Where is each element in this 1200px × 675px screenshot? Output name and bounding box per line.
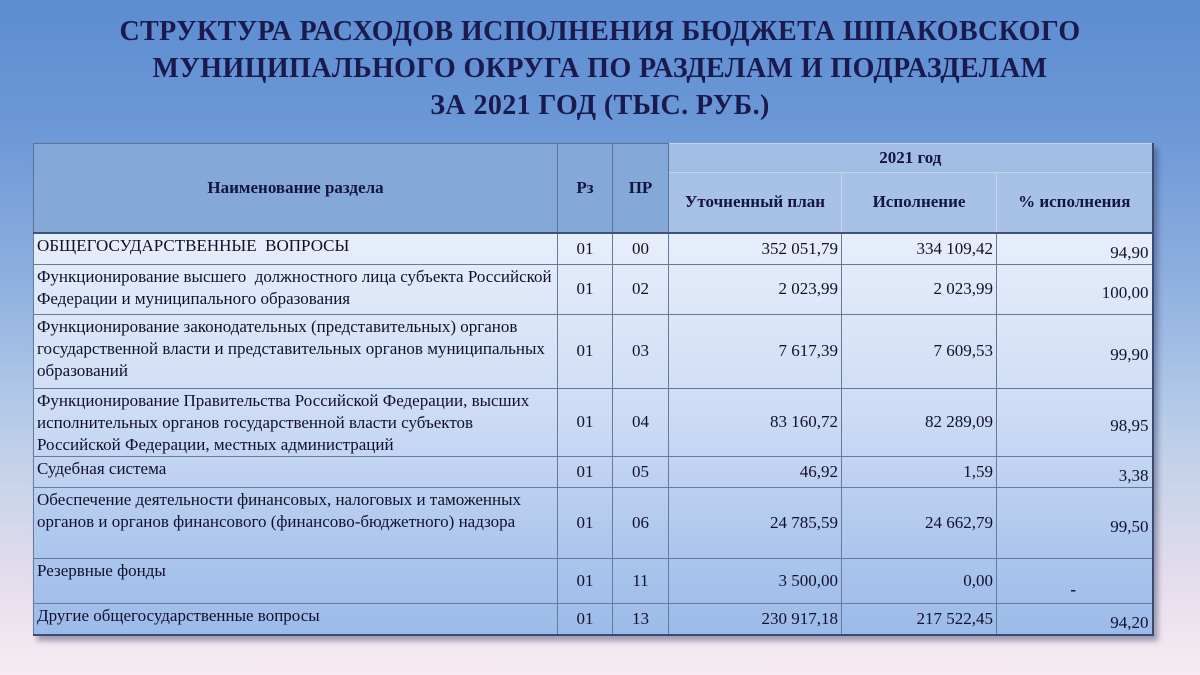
pr-cell: 11 [613, 558, 669, 603]
budget-table [33, 143, 1154, 636]
section-name-cell: ОБЩЕГОСУДАРСТВЕННЫЕ ВОПРОСЫ [34, 233, 558, 265]
section-name-cell: Функционирование Правительства Российской Федерации, высших исполнительных органов государственной власти субъектов Российской Федерации, местных администраций [34, 388, 558, 456]
execution-cell: 2 023,99 [842, 264, 997, 314]
section-name-cell: Судебная система [34, 456, 558, 487]
execution-cell: 24 662,79 [842, 487, 997, 558]
section-name-cell: Резервные фонды [34, 558, 558, 603]
percent-cell: 99,50 [997, 487, 1153, 558]
rz-cell: 01 [558, 487, 613, 558]
plan-cell: 46,92 [669, 456, 842, 487]
table-row [34, 388, 1153, 456]
percent-cell: 100,00 [997, 264, 1153, 314]
rz-cell: 01 [558, 456, 613, 487]
execution-cell: 82 289,09 [842, 388, 997, 456]
pr-cell: 00 [613, 233, 669, 265]
table-header-row-top [34, 144, 1153, 173]
table-row [34, 558, 1153, 603]
section-name-cell: Обеспечение деятельности финансовых, налоговых и таможенных органов и органов финансового (финансово-бюджетного) надзора [34, 487, 558, 558]
table-row [34, 487, 1153, 558]
execution-cell: 7 609,53 [842, 314, 997, 388]
percent-cell: 98,95 [997, 388, 1153, 456]
plan-cell: 352 051,79 [669, 233, 842, 265]
pr-cell: 03 [613, 314, 669, 388]
page-title-line-2: МУНИЦИПАЛЬНОГО ОКРУГА ПО РАЗДЕЛАМ И ПОДРАЗДЕЛАМ [152, 53, 1048, 84]
table-row [34, 264, 1153, 314]
pr-cell: 06 [613, 487, 669, 558]
percent-cell: 94,20 [997, 603, 1153, 635]
plan-cell: 7 617,39 [669, 314, 842, 388]
table-row [34, 456, 1153, 487]
page-title-line-1: СТРУКТУРА РАСХОДОВ ИСПОЛНЕНИЯ БЮДЖЕТА ШПАКОВСКОГО [119, 16, 1081, 47]
pr-cell: 04 [613, 388, 669, 456]
execution-cell: 0,00 [842, 558, 997, 603]
percent-cell: 99,90 [997, 314, 1153, 388]
page-title-line-3: ЗА 2021 ГОД (ТЫС. РУБ.) [430, 90, 770, 121]
pr-cell: 02 [613, 264, 669, 314]
rz-cell: 01 [558, 603, 613, 635]
rz-cell: 01 [558, 558, 613, 603]
section-name-cell: Функционирование высшего должностного лица субъекта Российской Федерации и муниципального образования [34, 264, 558, 314]
plan-cell: 230 917,18 [669, 603, 842, 635]
table-row [34, 233, 1153, 265]
col-header-section-name: Наименование раздела [34, 144, 558, 233]
table-row [34, 603, 1153, 635]
percent-cell: 3,38 [997, 456, 1153, 487]
plan-cell: 2 023,99 [669, 264, 842, 314]
pr-cell: 05 [613, 456, 669, 487]
page-title [0, 13, 1200, 124]
percent-cell: 94,90 [997, 233, 1153, 265]
plan-cell: 3 500,00 [669, 558, 842, 603]
section-name-cell: Функционирование законодательных (представительных) органов государственной власти и представительных органов муниципальных образований [34, 314, 558, 388]
execution-cell: 1,59 [842, 456, 997, 487]
plan-cell: 83 160,72 [669, 388, 842, 456]
col-header-pr: ПР [613, 144, 669, 233]
rz-cell: 01 [558, 264, 613, 314]
col-header-year-group: 2021 год [669, 144, 1153, 173]
table-row [34, 314, 1153, 388]
section-name-cell: Другие общегосударственные вопросы [34, 603, 558, 635]
execution-cell: 334 109,42 [842, 233, 997, 265]
col-header-execution: Исполнение [842, 173, 997, 233]
col-header-percent: % исполнения [997, 173, 1153, 233]
pr-cell: 13 [613, 603, 669, 635]
col-header-rz: Рз [558, 144, 613, 233]
col-header-plan: Уточненный план [669, 173, 842, 233]
plan-cell: 24 785,59 [669, 487, 842, 558]
execution-cell: 217 522,45 [842, 603, 997, 635]
percent-cell: - [997, 558, 1153, 603]
rz-cell: 01 [558, 314, 613, 388]
rz-cell: 01 [558, 233, 613, 265]
rz-cell: 01 [558, 388, 613, 456]
